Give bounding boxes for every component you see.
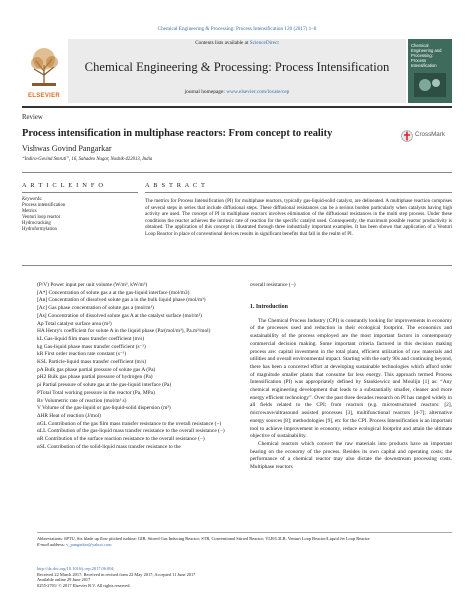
introduction-paragraph: Chemical reactors which convert the raw materials into products have an important bearing on the economy of the process. Besides its own capital and operating costs; the performance of a chemical reactor may also dictate the downstream processing costs. Multiphase reactors [250,440,452,471]
keyword-item[interactable]: Hydroformylation [22,227,57,232]
online-date: Available online 29 June 2017 [37,577,91,583]
crossmark-label: CrossMark [415,131,445,138]
introduction-paragraph: The Chemical Process Industry (CPI) is constantly looking for improvements in economy of the processes used and reduction in their ecological footprint. The economics and sustainability of the process employed are the most important factors in contemporary commercial decision making. Some important criteria factored in this decision making process are: capital investment in the total plant, efficient utilization of raw materials and utilities and overall environmental impact. Starting with the early 90s and continuing beyond, there has been a concerted effort at developing sustainable technologies which afford order of magnitude smaller plants that consume far less energy. This approach termed Process Intensification (PI) was appropriately defined by Stankiewicz and Moulijn [1] as: “Any chemical engineering development that leads to a substantially smaller, cleaner and more energy efficient technology”. Over the past three decades research on PI has ranged widely in all fields related to the CPI; from reactors (e.g. microstructured reactors: [2], microwave/ultrasound assisted processes [3], multifunctional reactors [4-7]; alternative energy sources [8]; methodologies [9], etc for the CPI. Process Intensification is an important tool to achieve improvement in economy, reduce ecological footprint and attain the ultimate objective of sustainability. [250,317,452,440]
nomenclature-entry: Rv Volumetric rate of reaction (mol/m³ s) [37,397,127,404]
doi-link[interactable]: http://dx.doi.org/10.1016/j.cep.2017.06.004 [37,566,114,571]
introduction-heading: 1. Introduction [250,303,288,310]
sciencedirect-link[interactable]: ScienceDirect [249,40,279,46]
right-column [250,282,452,472]
homepage-link[interactable]: www.elsevier.com/locate/cep [226,89,290,95]
nomenclature-entry: (P/V) Power input per unit volume (W/m³, kW/m³) [37,282,148,288]
abstract-bottom-rule [22,265,452,266]
nomenclature-entry: Ap Total catalyst surface area (m²) [37,320,112,327]
nomenclature-entry: HA Henry's coefficient for solute A in the liquid phase (Pa/(mol/m³), Pa.m³/mol) [37,328,211,335]
publication-info [37,566,337,588]
keywords-block [22,197,138,233]
nomenclature-entry: αSL Contribution of the solid-liquid mass transfer resistance to the [37,443,181,450]
nomenclature-entry: kg Gas-liquid phase mass transfer coefficient (s⁻¹) [37,343,146,350]
cover-title: Chemical Engineering and Processing: Process Intensification [411,43,442,68]
article-title: Process intensification in multiphase reactors: From concept to reality [22,128,333,139]
contents-prefix: Contents lists available at [195,40,250,46]
journal-title: Chemical Engineering & Processing: Process Intensification [84,60,390,74]
abstract-text: The metrics for Process Intensification (PI) for multiphase reactors, typically gas-liquid-solid catalyst, are delineated. A multiphase reaction comprises of several steps in series that include diffusional steps. These diffusional resistances can be a serious burden particularly when catalysts having high activity are used. The concept of PI in multiphase reactors involves elimination of the diffusional resistances in the multi step process. Under these conditions the reactor achieves the intrinsic rate of reaction for the specific catalyst used. Consequently, the maximum possible reactor productivity is obtained. The application of this concept is illustrated through three industrially important examples. It has been shown that application of a Venturi Loop Reactor in place of conventional devices results in significant benefits that fall in the realm of PI. [145,198,452,237]
received-dates: Received 22 March 2017; Received in revised form 22 May 2017; Accepted 11 June 2017 [37,571,196,577]
nomenclature-entry: PTotal Total working pressure in the reactor (Pa, MPa) [37,389,155,396]
nomenclature-entry: αR Contribution of the surface reaction resistance to the overall resistance (−) [37,436,205,443]
nomenclature-entry: pA Bulk gas phase partial pressure of solute gas A (Pa) [37,366,156,373]
nomenclature-entry: [Aс] Gas phase concentration of solute gas a (mol/m³) [37,305,154,312]
abbreviations-note: Abbreviations: 6PTU, Six blade up flow pitched turbine; GIB, Stirred Gas Inducing Reactor; STR, Conventional Stirred Reactor; VLR/L3LR, Venturi Loop Reactor/Liquid Jet Loop Reactor [37,536,370,541]
nomenclature-continuation: overall resistance (−) [250,282,296,288]
contents-line [68,40,406,46]
elsevier-logo [22,39,66,103]
keyword-item[interactable]: Process intensification [22,203,66,208]
nomenclature-entry: αLL Contribution of the gas-liquid mass transfer resistance to the overall resistance (−) [37,428,225,435]
crossmark-badge[interactable] [401,129,449,141]
keyword-item[interactable]: Hydrocracking [22,221,51,226]
nomenclature-entry: pH2 Bulk gas phase partial pressure of hydrogen (Pa) [37,374,153,381]
running-header: Chemical Engineering & Processing: Process Intensification 120 (2017) 1–8 [157,26,317,32]
keyword-item[interactable]: Metrics [22,209,37,214]
journal-cover-thumbnail[interactable] [408,39,452,103]
nomenclature-list [37,282,245,451]
cover-image-icon [414,73,446,97]
nomenclature-entry: kL Gas-liquid film mass transfer coefficient (m/s) [37,335,145,342]
homepage-prefix: journal homepage: [184,89,227,95]
email-label: E-mail address: [37,541,67,547]
elsevier-wordmark: ELSEVIER [27,93,61,99]
copyright-notice: 0255-2701/ © 2017 Elsevier B.V. All rights reserved. [37,582,131,588]
nomenclature-entry: ΔHR Heat of reaction (J/mol) [37,412,101,419]
footnotes [37,532,452,547]
nomenclature-entry: KSL Particle-liquid mass transfer coefficient (m/s) [37,359,147,366]
abstract-rule [145,192,452,193]
header-divider [22,172,452,173]
email-note [37,542,452,548]
nomenclature-entry: [Aв] Concentration of dissolved solute gas a in the bulk liquid phase (mol/m³) [37,297,206,304]
author-email-link[interactable]: v_pangarkar@yahoo.com [66,541,112,547]
abstract-heading: A B S T R A C T [145,182,207,189]
keywords-label: Keywords: [22,197,43,202]
article-info-rule [22,192,138,193]
nomenclature-entry: kR First order reaction rate constant (s⁻¹) [37,351,127,358]
nomenclature-entry: pi Partial pressure of solute gas at the gas-liquid interface (Pa) [37,382,172,389]
masthead-rule [22,106,452,108]
author-affiliation: “Indira-Govind Smruti”, 16, Sahadeo Nagar, Nashik-422013, India [22,157,153,162]
article-type: Review [22,114,43,121]
nomenclature-entry: αGL Contribution of the gas film mass transfer resistance to the overall resistance (−) [37,420,222,427]
nomenclature-entry: [A*] Concentration of solute gas a at the gas-liquid interface (mol/m3) [37,289,190,296]
crossmark-icon [401,130,413,142]
keyword-item[interactable]: Venturi loop reactor [22,215,61,220]
article-info-heading: A R T I C L E I N F O [22,182,105,189]
nomenclature-entry: [As] Concentration of dissolved solute gas A at the catalyst surface (mol/m³) [37,312,202,319]
journal-homepage [68,89,406,95]
author-name: Vishwas Govind Pangarkar [22,144,112,153]
nomenclature-entry: V Volume of the gas-liquid or gas-liquid-solid dispersion (m³) [37,405,171,412]
